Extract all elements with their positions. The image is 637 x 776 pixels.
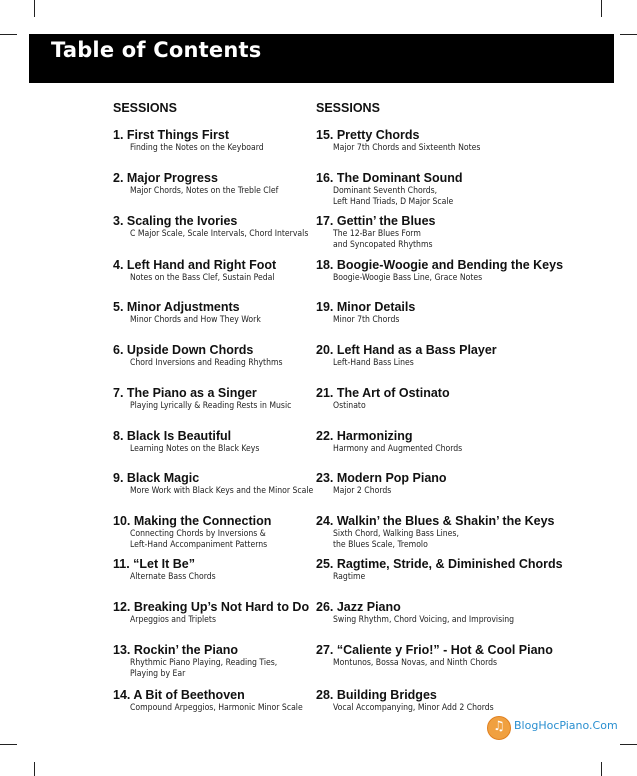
session-title: 7. The Piano as a Singer — [113, 386, 257, 400]
toc-entry — [316, 514, 555, 551]
session-title: 6. Upside Down Chords — [113, 343, 254, 357]
session-title: 17. Gettin’ the Blues — [316, 214, 436, 228]
session-subtitle: Left-Hand Bass Lines — [333, 358, 414, 368]
session-subtitle: Vocal Accompanying, Minor Add 2 Chords — [333, 703, 494, 713]
toc-entry — [113, 171, 278, 197]
session-subtitle: Montunos, Bossa Novas, and Ninth Chords — [333, 658, 498, 668]
session-subtitle: Finding the Notes on the Keyboard — [130, 143, 264, 153]
toc-entry — [316, 429, 462, 455]
toc-entry — [113, 258, 276, 284]
session-subtitle: Notes on the Bass Clef, Sustain Pedal — [130, 273, 275, 283]
toc-entry — [316, 471, 447, 497]
crop-mark — [0, 34, 17, 35]
music-note-icon — [487, 716, 511, 740]
session-subtitle: Arpeggios and Triplets — [130, 615, 216, 625]
session-subtitle: More Work with Black Keys and the Minor Scale — [130, 486, 314, 496]
session-title: 5. Minor Adjustments — [113, 300, 240, 314]
session-subtitle: Rhythmic Piano Playing, Reading Ties, Playing by Ear — [130, 658, 278, 679]
right-column-heading: SESSIONS — [316, 101, 380, 115]
session-subtitle: Major 7th Chords and Sixteenth Notes — [333, 143, 481, 153]
session-subtitle: Compound Arpeggios, Harmonic Minor Scale — [130, 703, 303, 713]
session-title: 26. Jazz Piano — [316, 600, 401, 614]
toc-entry — [113, 471, 313, 497]
session-subtitle: Ragtime — [333, 572, 366, 582]
session-subtitle: The 12-Bar Blues Form and Syncopated Rhythms — [333, 229, 433, 250]
toc-entry — [316, 386, 450, 412]
toc-entry — [113, 386, 291, 412]
session-title: 2. Major Progress — [113, 171, 218, 185]
session-title: 3. Scaling the Ivories — [113, 214, 238, 228]
toc-entry — [316, 128, 480, 154]
toc-entry — [113, 557, 216, 583]
session-title: 25. Ragtime, Stride, & Diminished Chords — [316, 557, 563, 571]
session-title: 23. Modern Pop Piano — [316, 471, 447, 485]
watermark-text: BlogHocPiano.Com — [514, 719, 618, 732]
toc-entry — [316, 343, 497, 369]
session-title: 20. Left Hand as a Bass Player — [316, 343, 497, 357]
session-subtitle: C Major Scale, Scale Intervals, Chord Intervals — [130, 229, 309, 239]
session-subtitle: Major Chords, Notes on the Treble Clef — [130, 186, 279, 196]
toc-entry — [316, 557, 563, 583]
crop-mark — [620, 34, 637, 35]
crop-mark — [34, 0, 35, 17]
session-subtitle: Chord Inversions and Reading Rhythms — [130, 358, 283, 368]
toc-entry — [113, 343, 283, 369]
toc-entry — [113, 128, 264, 154]
session-subtitle: Minor Chords and How They Work — [130, 315, 261, 325]
session-title: 10. Making the Connection — [113, 514, 272, 528]
session-subtitle: Harmony and Augmented Chords — [333, 444, 463, 454]
session-subtitle: Connecting Chords by Inversions & Left-Hand Accompaniment Patterns — [130, 529, 268, 550]
toc-entry — [316, 643, 553, 669]
session-title: 11. “Let It Be” — [113, 557, 195, 571]
toc-entry — [113, 600, 309, 626]
toc-entry — [113, 214, 308, 240]
session-title: 12. Breaking Up’s Not Hard to Do — [113, 600, 310, 614]
session-subtitle: Alternate Bass Chords — [130, 572, 216, 582]
session-subtitle: Dominant Seventh Chords, Left Hand Triads, D Major Scale — [333, 186, 454, 207]
session-title: 15. Pretty Chords — [316, 128, 420, 142]
toc-entry — [113, 300, 261, 326]
toc-entry — [316, 171, 463, 208]
session-title: 1. First Things First — [113, 128, 229, 142]
session-title: 14. A Bit of Beethoven — [113, 688, 245, 702]
session-title: 24. Walkin’ the Blues & Shakin’ the Keys — [316, 514, 555, 528]
toc-entry — [316, 688, 494, 714]
toc-entry — [316, 258, 563, 284]
session-subtitle: Swing Rhythm, Chord Voicing, and Improvising — [333, 615, 515, 625]
session-title: 27. “Caliente y Frio!” - Hot & Cool Piano — [316, 643, 553, 657]
crop-mark — [601, 762, 602, 776]
session-title: 22. Harmonizing — [316, 429, 413, 443]
left-column-heading: SESSIONS — [113, 101, 177, 115]
session-title: 19. Minor Details — [316, 300, 416, 314]
session-subtitle: Playing Lyrically & Reading Rests in Music — [130, 401, 292, 411]
toc-entry — [113, 688, 303, 714]
session-subtitle: Ostinato — [333, 401, 366, 411]
header-bar — [29, 34, 614, 83]
session-subtitle: Learning Notes on the Black Keys — [130, 444, 260, 454]
page-title: Table of Contents — [51, 38, 262, 62]
session-subtitle: Minor 7th Chords — [333, 315, 400, 325]
session-title: 13. Rockin’ the Piano — [113, 643, 239, 657]
toc-entry — [316, 600, 514, 626]
toc-entry — [316, 300, 415, 326]
session-title: 18. Boogie-Woogie and Bending the Keys — [316, 258, 564, 272]
session-title: 21. The Art of Ostinato — [316, 386, 450, 400]
toc-entry — [113, 429, 259, 455]
crop-mark — [34, 762, 35, 776]
session-title: 4. Left Hand and Right Foot — [113, 258, 277, 272]
session-subtitle: Sixth Chord, Walking Bass Lines, the Blues Scale, Tremolo — [333, 529, 459, 550]
session-subtitle: Major 2 Chords — [333, 486, 392, 496]
toc-entry — [113, 643, 277, 680]
session-title: 28. Building Bridges — [316, 688, 437, 702]
crop-mark — [601, 0, 602, 17]
toc-entry — [113, 514, 271, 551]
session-title: 8. Black Is Beautiful — [113, 429, 232, 443]
watermark-logo — [487, 714, 618, 740]
toc-entry — [316, 214, 435, 251]
session-title: 9. Black Magic — [113, 471, 200, 485]
crop-mark — [0, 744, 17, 745]
session-subtitle: Boogie-Woogie Bass Line, Grace Notes — [333, 273, 483, 283]
crop-mark — [620, 744, 637, 745]
session-title: 16. The Dominant Sound — [316, 171, 463, 185]
